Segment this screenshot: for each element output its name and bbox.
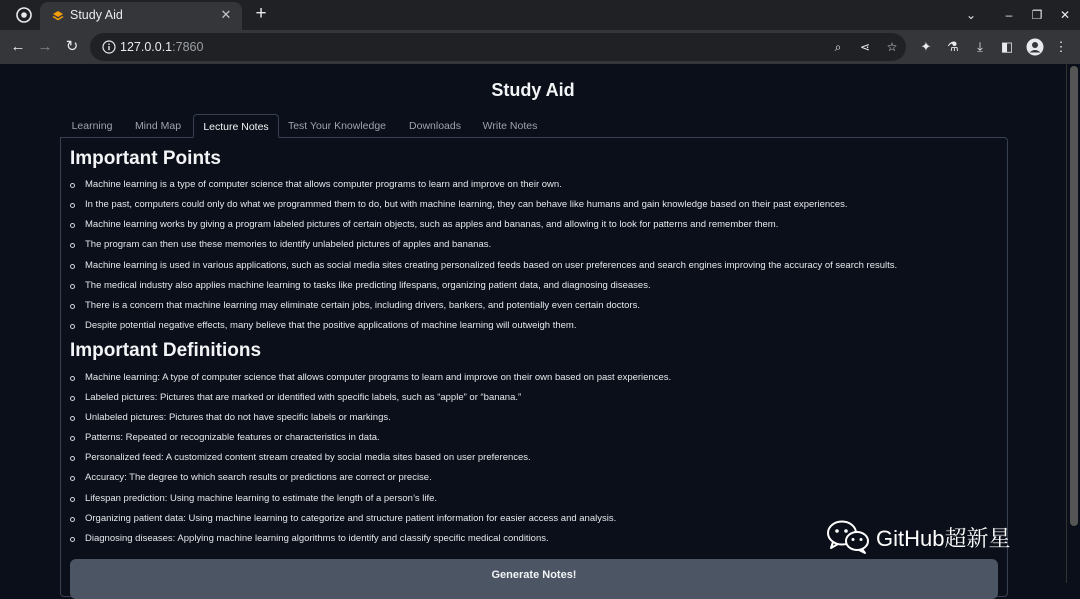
bullet-icon	[70, 284, 75, 289]
list-item-text: Diagnosing diseases: Applying machine learning algorithms to identify and classify specific medical conditions.	[85, 533, 549, 544]
important-points-heading: Important Points	[70, 148, 221, 169]
menu-kebab-icon[interactable]: ⋮	[1054, 39, 1068, 54]
list-item-text: Despite potential negative effects, many believe that the positive applications of machine learning will outweigh them.	[85, 320, 577, 331]
list-item-text: Personalized feed: A customized content stream created by social media sites based on user preferences.	[85, 452, 531, 463]
bullet-icon	[70, 456, 75, 461]
tab-downloads[interactable]: Downloads	[409, 120, 461, 132]
zoom-icon[interactable]: ⌕	[834, 40, 842, 54]
url-port: :7860	[172, 40, 204, 54]
generate-notes-button[interactable]: Generate Notes!	[70, 559, 998, 599]
list-item-text: Machine learning is used in various applications, such as social media sites creating personalized feeds based on user preferences and search engines improving the accuracy of search results.	[85, 260, 898, 271]
list-item-text: Accuracy: The degree to which search results or predictions are correct or precise.	[85, 472, 432, 483]
list-item-text: Lifespan prediction: Using machine learning to estimate the length of a person’s life.	[85, 493, 438, 504]
minimize-icon[interactable]: –	[1005, 8, 1013, 22]
tab-search-icon[interactable]: ⌄	[965, 8, 977, 22]
list-item-text: The medical industry also applies machine learning to tasks like predicting lifespans, organizing patient data, and diagnosing diseases.	[85, 280, 651, 291]
extensions-icon[interactable]: ✦	[920, 39, 932, 54]
page-scrollbar[interactable]	[1066, 64, 1080, 583]
bullet-icon	[70, 497, 75, 502]
tab-title: Study Aid	[70, 8, 123, 22]
scrollbar-thumb[interactable]	[1070, 66, 1078, 526]
tab-learning[interactable]: Learning	[71, 120, 113, 132]
list-item-text: Patterns: Repeated or recognizable features or characteristics in data.	[85, 432, 380, 443]
list-item-text: In the past, computers could only do what we programmed them to do, but with machine learning, they can behave like humans and gain knowledge based on their past experiences.	[85, 199, 848, 210]
list-item-text: There is a concern that machine learning may eliminate certain jobs, including drivers, bankers, and potentially even certain doctors.	[85, 300, 640, 311]
address-bar[interactable]	[90, 33, 906, 61]
url-host: 127.0.0.1	[120, 40, 173, 54]
info-icon[interactable]	[102, 40, 116, 54]
tab-mind-map[interactable]: Mind Map	[134, 120, 182, 132]
side-panel-icon[interactable]: ◧	[1000, 39, 1014, 54]
list-item-text: Organizing patient data: Using machine learning to categorize and structure patient information for easier access and analysis.	[85, 513, 617, 524]
bullet-icon	[70, 243, 75, 248]
tab-lecture-notes[interactable]: Lecture Notes	[193, 114, 279, 138]
list-item-text: Machine learning is a type of computer science that allows computer programs to learn and improve on their own.	[85, 179, 562, 190]
labs-flask-icon[interactable]: ⚗	[947, 39, 959, 54]
back-icon[interactable]: ←	[10, 38, 26, 55]
browser-toolbar	[0, 30, 1080, 64]
layers-icon	[52, 10, 64, 22]
bullet-icon	[70, 304, 75, 309]
bullet-icon	[70, 324, 75, 329]
reload-icon[interactable]: ↻	[65, 38, 79, 55]
list-item-text: Labeled pictures: Pictures that are marked or identified with specific labels, such as “apple” or “banana.”	[85, 392, 522, 403]
bullet-icon	[70, 436, 75, 441]
forward-icon[interactable]: →	[37, 38, 53, 55]
profile-avatar-icon[interactable]	[1026, 38, 1044, 56]
bullet-icon	[70, 264, 75, 269]
bullet-icon	[70, 396, 75, 401]
list-item-text: Machine learning: A type of computer science that allows computer programs to learn and improve on their own based on past experiences.	[85, 372, 672, 383]
bullet-icon	[70, 223, 75, 228]
chrome-icon[interactable]	[16, 7, 32, 23]
new-tab-button[interactable]: +	[255, 3, 267, 24]
wechat-logo-icon	[826, 519, 870, 555]
browser-tab[interactable]	[40, 2, 242, 30]
important-definitions-heading: Important Definitions	[70, 340, 262, 361]
list-item-text: Machine learning works by giving a program labeled pictures of certain objects, such as apples and bananas, and allowing it to look for patterns and remember them.	[85, 219, 779, 230]
close-window-icon[interactable]: ✕	[1059, 8, 1071, 22]
page-title: Study Aid	[491, 80, 575, 100]
list-item-text: Unlabeled pictures: Pictures that do not have specific labels or markings.	[85, 412, 391, 423]
download-icon[interactable]: ⤓	[977, 39, 983, 54]
url-text[interactable]	[120, 40, 203, 54]
bullet-icon	[70, 476, 75, 481]
bookmark-star-icon[interactable]: ☆	[886, 40, 898, 54]
restore-icon[interactable]: ❐	[1031, 8, 1043, 22]
bullet-icon	[70, 203, 75, 208]
bullet-icon	[70, 416, 75, 421]
tab-close-icon[interactable]: ✕	[220, 7, 232, 22]
tab-test-your-knowledge[interactable]: Test Your Knowledge	[287, 120, 387, 132]
tab-write-notes[interactable]: Write Notes	[482, 120, 538, 132]
page-content	[0, 64, 1080, 583]
app-tabs	[60, 114, 1008, 138]
bullet-icon	[70, 183, 75, 188]
browser-tabstrip	[0, 0, 1080, 30]
bullet-icon	[70, 537, 75, 542]
list-item-text: The program can then use these memories to identify unlabeled pictures of apples and bananas.	[85, 239, 492, 250]
bullet-icon	[70, 376, 75, 381]
watermark-text: GitHub超新星	[876, 526, 1011, 551]
bullet-icon	[70, 517, 75, 522]
share-icon[interactable]: ⋖	[859, 40, 871, 54]
